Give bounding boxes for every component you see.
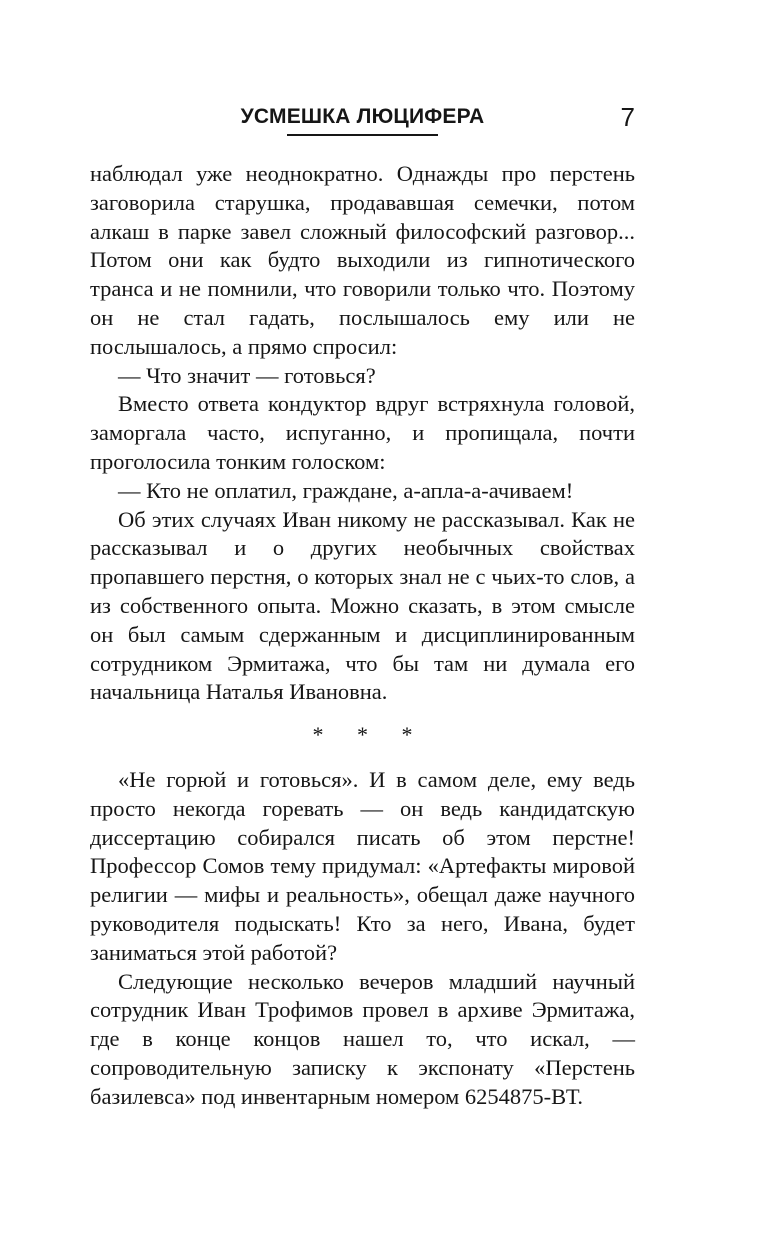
page-number: 7: [620, 102, 635, 132]
paragraph-4: «Не горюй и готовься». И в самом деле, ему ведь просто некогда горевать — он ведь кандидатскую диссертацию собирался писать об этом перстне! Профессор Сомов тему придумал: «Артефакты мировой религии — мифы и реальность», обещал даже научного руководителя подыскать! Кто за него, Ивана, будет заниматься этой работой?: [90, 766, 635, 965]
running-title: УСМЕШКА ЛЮЦИФЕРА: [240, 105, 485, 128]
paragraph-2: Вместо ответа кондуктор вдруг встряхнула головой, заморгала часто, испуганно, и пропищала, почти проголосила тонким голоском:: [90, 391, 635, 474]
paragraph-5: Следующие несколько вечеров младший научный сотрудник Иван Трофимов провел в архиве Эрмитажа, где в конце концов нашел то, что искал, — сопроводительную записку к экспонату «Перстень базилевса» под инвентарным номером 6254875-ВТ.: [90, 968, 635, 1109]
header-rule: [287, 134, 438, 136]
dialogue-line-2: — Кто не оплатил, граждане, а-апла-а-ачиваем!: [118, 477, 574, 503]
paragraph-3: Об этих случаях Иван никому не рассказывал. Как не рассказывал и о других необычных свойствах пропавшего перстня, о которых знал не с чьих-то слов, а из собственного опыта. Можно сказать, в этом смысле он был самым сдержанным и дисциплинированным сотрудником Эрмитажа, что бы там ни думала его начальница Наталья Ивановна.: [90, 506, 635, 705]
section-separator: * * *: [312, 722, 427, 748]
paragraph-1: наблюдал уже неоднократно. Однажды про перстень заговорила старушка, продававшая семечки, потом алкаш в парке завел сложный философский разговор... Потом они как будто выходили из гипнотического транса и не помнили, что говорили только что. Поэтому он не стал гадать, послышалось ему или не послышалось, а прямо спросил:: [90, 161, 635, 359]
dialogue-line-1: — Что значит — готовься?: [118, 362, 376, 388]
page-header: [90, 104, 635, 136]
body-text: [90, 160, 635, 1112]
